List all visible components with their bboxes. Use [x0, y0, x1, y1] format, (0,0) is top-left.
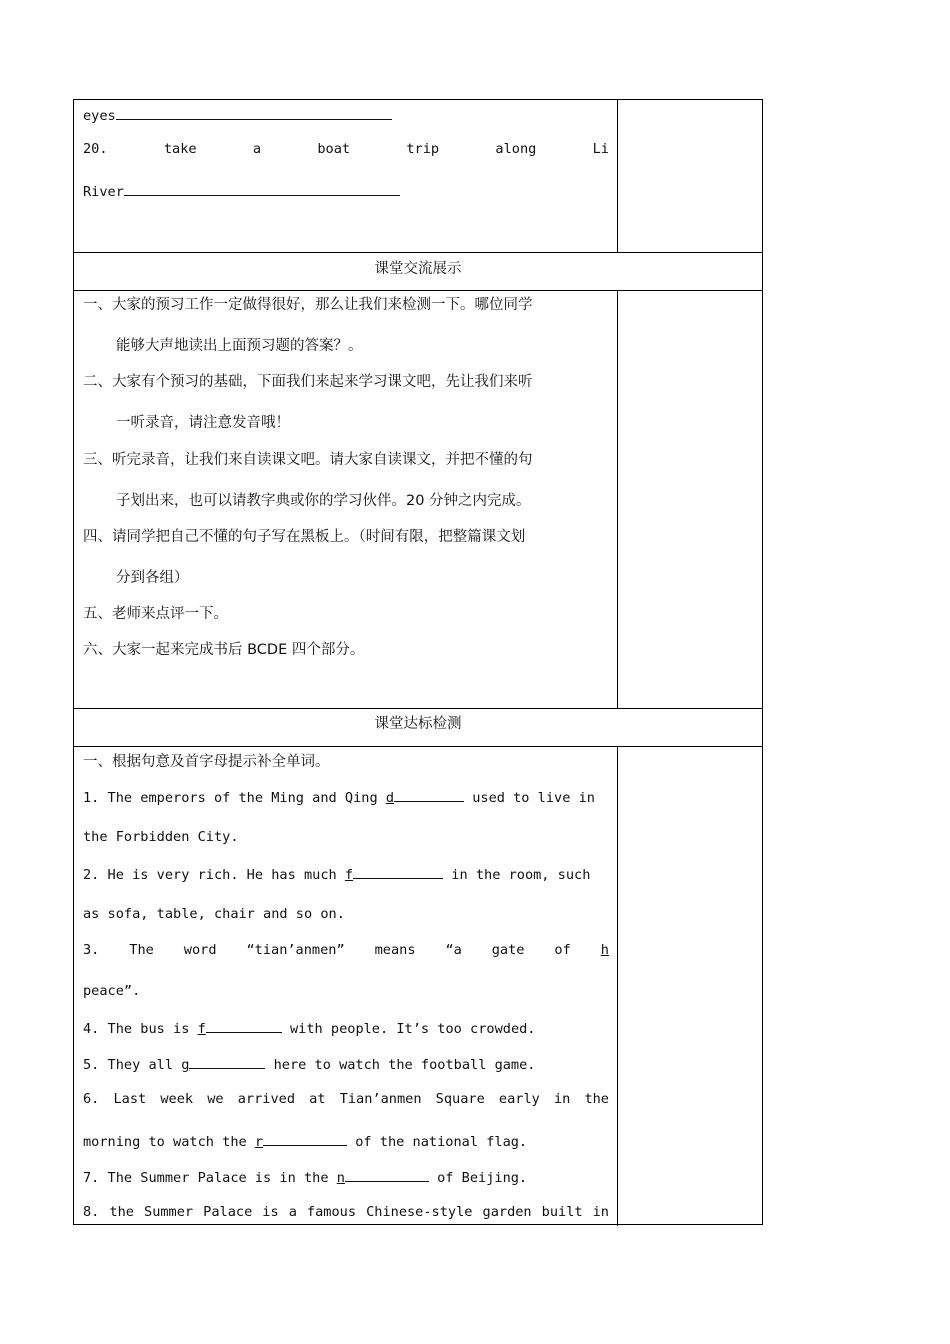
activity-line: 二、大家有个预习的基础，下面我们来起来学习课文吧，先让我们来听	[83, 374, 533, 390]
activity-line: 一、大家的预习工作一定做得很好，那么让我们来检测一下。哪位同学	[83, 297, 533, 313]
answer-blank[interactable]: h	[600, 942, 609, 958]
word: a	[252, 141, 262, 157]
exercise-line-19	[83, 106, 392, 124]
hint-letter: n	[336, 1170, 345, 1186]
question-text: morning to watch the	[83, 1134, 247, 1150]
question-2	[83, 865, 590, 883]
answer-blank[interactable]	[386, 790, 464, 806]
hint-letter: d	[385, 790, 395, 806]
activity-line: 四、请同学把自己不懂的句子写在黑板上。（时间有限，把整篇课文划	[83, 529, 526, 545]
activity-line: 三、听完录音，让我们来自读课文吧。请大家自读课文，并把不懂的句	[83, 452, 533, 468]
section-title-classroom-exchange: 课堂交流展示	[374, 261, 462, 277]
question-2-cont: as sofa, table, chair and so on.	[83, 906, 345, 922]
blank-line	[353, 865, 443, 879]
blank-line	[345, 1168, 429, 1182]
answer-blank[interactable]	[181, 1057, 265, 1073]
word: Li	[592, 141, 609, 157]
question-text: 5. They all	[83, 1057, 174, 1073]
activity-line: 能够大声地读出上面预习题的答案？。	[116, 338, 363, 354]
column-divider	[617, 100, 618, 252]
test-instruction: 一、根据句意及首字母提示补全单词。	[83, 754, 330, 770]
question-3-cont: peace”.	[83, 983, 141, 999]
row-divider	[74, 290, 762, 291]
blank-line	[263, 1132, 347, 1146]
word: “a	[445, 942, 462, 958]
exercise-line-20	[83, 141, 609, 157]
worksheet-table	[73, 99, 763, 1225]
question-3	[83, 942, 609, 958]
activity-line: 五、老师来点评一下。	[83, 606, 228, 622]
line-text: River	[83, 184, 124, 200]
answer-blank[interactable]	[345, 867, 443, 883]
question-text: with people. It’s too crowded.	[289, 1021, 536, 1037]
word: along	[495, 141, 537, 157]
question-7	[83, 1168, 527, 1186]
hint-letter: g	[181, 1057, 190, 1073]
word: take	[163, 141, 197, 157]
word: boat	[317, 141, 351, 157]
answer-blank[interactable]	[255, 1134, 347, 1150]
answer-blank[interactable]	[337, 1170, 429, 1186]
word: “tian’anmen”	[246, 942, 345, 958]
question-6-cont	[83, 1132, 527, 1150]
word: trip	[406, 141, 440, 157]
activity-line: 子划出来，也可以请教字典或你的学习伙伴。20 分钟之内完成。	[116, 493, 531, 509]
word: gate	[491, 942, 525, 958]
question-8: 8. the Summer Palace is a famous Chinese-style garden built in	[83, 1204, 609, 1220]
answer-blank[interactable]	[124, 182, 400, 196]
question-1	[83, 788, 595, 806]
exercise-line-20-cont	[83, 182, 400, 200]
question-text: of Beijing.	[437, 1170, 528, 1186]
word: means	[374, 942, 416, 958]
question-text: in the room, such	[451, 867, 591, 883]
question-text: of the national flag.	[355, 1134, 528, 1150]
activity-line: 分到各组）	[116, 570, 189, 586]
activity-line: 六、大家一起来完成书后 BCDE 四个部分。	[83, 642, 365, 658]
blank-line	[189, 1055, 265, 1069]
question-text: used to live in	[472, 790, 595, 806]
row-divider	[74, 252, 762, 253]
question-5	[83, 1055, 536, 1073]
column-divider	[617, 746, 618, 1226]
word: of	[554, 942, 571, 958]
hint-letter: r	[254, 1134, 264, 1150]
question-1-cont: the Forbidden City.	[83, 829, 239, 845]
hint-letter: f	[344, 867, 354, 883]
word: word	[183, 942, 217, 958]
section-title-classroom-test: 课堂达标检测	[374, 716, 462, 732]
answer-blank[interactable]	[116, 106, 392, 120]
question-text: 2. He is very rich. He has much	[83, 867, 337, 883]
word: 20.	[83, 141, 108, 157]
answer-blank[interactable]	[198, 1021, 282, 1037]
hint-letter: f	[197, 1021, 206, 1037]
question-text: 1. The emperors of the Ming and Qing	[83, 790, 378, 806]
word: The	[129, 942, 154, 958]
row-divider	[74, 746, 762, 747]
blank-line	[394, 788, 464, 802]
question-text: 7. The Summer Palace is in the	[83, 1170, 329, 1186]
column-divider	[617, 290, 618, 708]
question-text: here to watch the football game.	[273, 1057, 536, 1073]
question-4	[83, 1019, 536, 1037]
word: 3.	[83, 942, 100, 958]
row-divider	[74, 708, 762, 709]
activity-line: 一听录音，请注意发音哦！	[116, 415, 290, 431]
question-6: 6. Last week we arrived at Tian’anmen Square early in the	[83, 1091, 609, 1107]
question-text: 4. The bus is	[83, 1021, 190, 1037]
line-text: eyes	[83, 108, 116, 124]
blank-line	[206, 1019, 282, 1033]
